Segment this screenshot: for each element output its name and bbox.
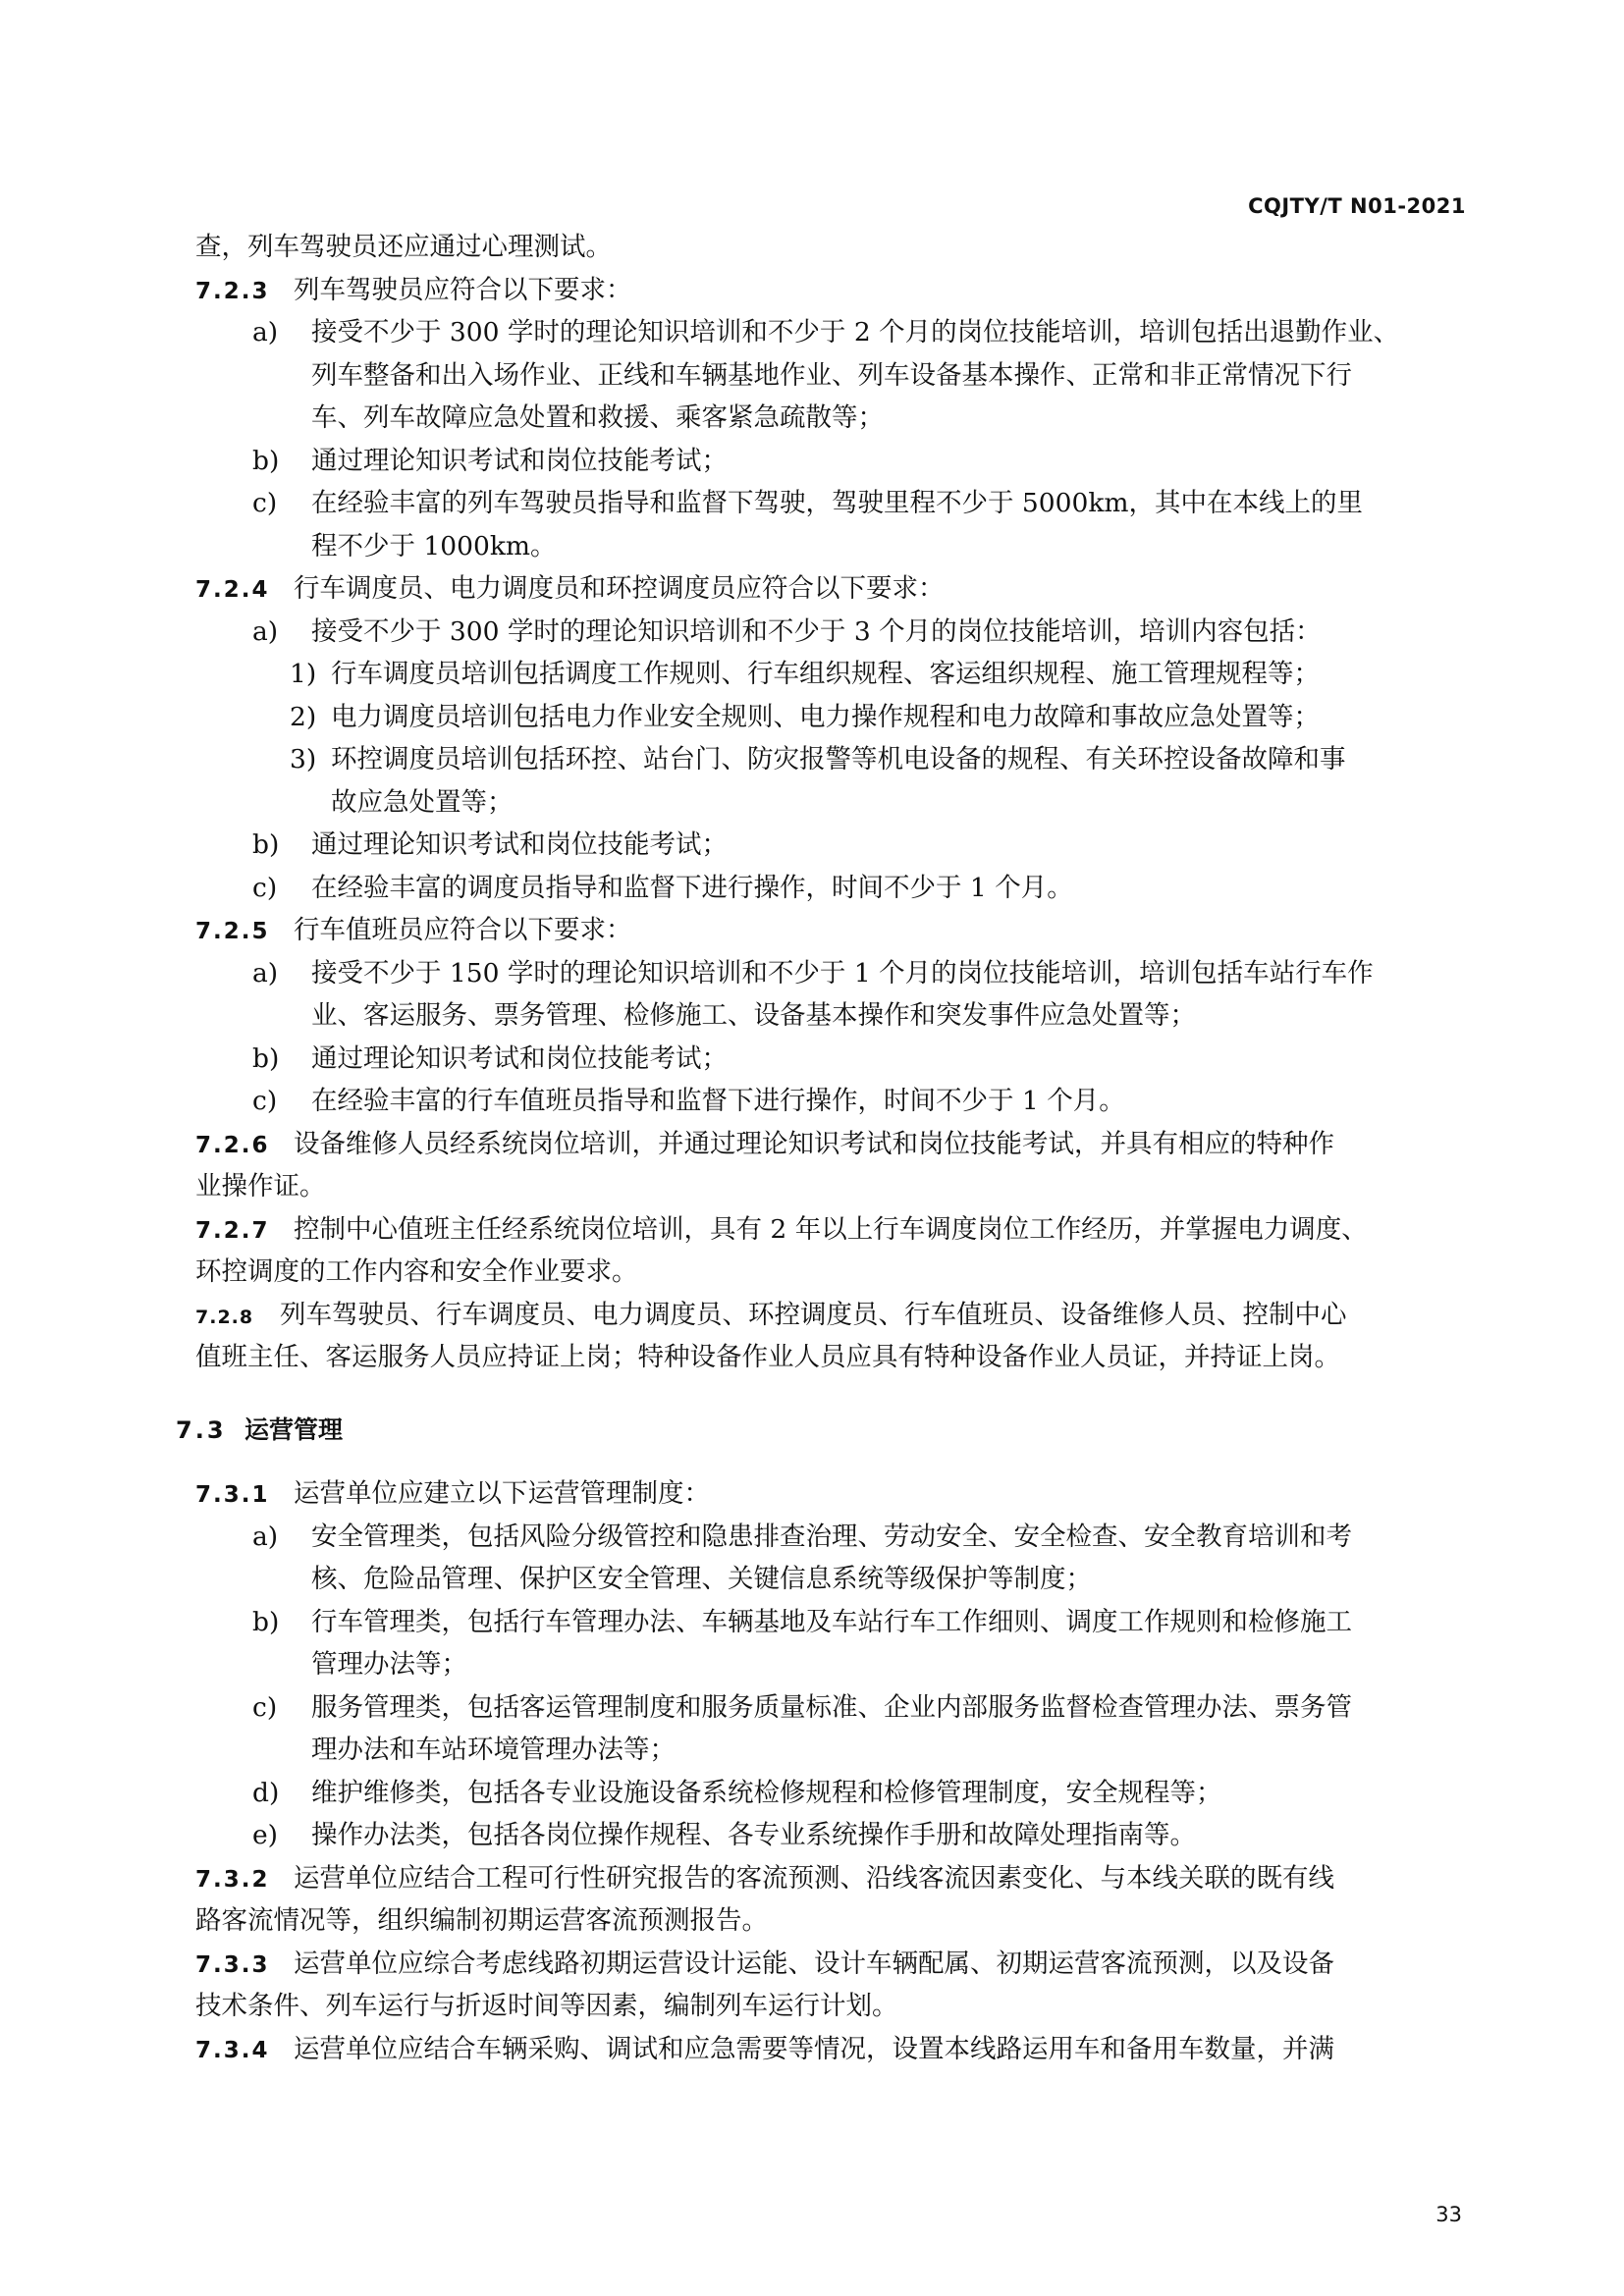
list-text-continued: 车、列车故障应急处置和救援、乘客紧急疏散等； xyxy=(311,402,884,433)
list-text-continued: 业、客运服务、票务管理、检修施工、设备基本操作和突发事件应急处置等； xyxy=(311,1000,1196,1031)
list-text-continued: 列车整备和出入场作业、正线和车辆基地作业、列车设备基本操作、正常和非正常情况下行 xyxy=(311,359,1352,391)
list-label: a) xyxy=(252,957,279,988)
list-text-continued: 故应急处置等； xyxy=(331,786,514,818)
list-item xyxy=(195,1038,1462,1081)
list-text: 通过理论知识考试和岗位技能考试； xyxy=(311,445,728,476)
clause-text-continued: 路客流情况等，组织编制初期运营客流预测报告。 xyxy=(195,1905,768,1936)
list-text: 行车管理类，包括行车管理办法、车辆基地及车站行车工作细则、调度工作规则和检修施工 xyxy=(311,1606,1352,1637)
page-number: 33 xyxy=(1435,2203,1462,2226)
list-item xyxy=(195,1080,1462,1123)
document-body xyxy=(176,226,1462,2070)
list-item xyxy=(195,482,1462,525)
sub-list-item xyxy=(195,653,1462,696)
list-text: 电力调度员培训包括电力作业安全规则、电力操作规程和电力故障和事故应急处置等； xyxy=(331,701,1320,732)
clause-7-2-8 xyxy=(195,1294,1462,1337)
clause-7-2-4 xyxy=(195,567,1462,611)
list-item xyxy=(195,1601,1462,1644)
clause-7-3-3 xyxy=(195,1943,1462,1986)
list-text: 行车调度员培训包括调度工作规则、行车组织规程、客运组织规程、施工管理规程等； xyxy=(331,659,1320,689)
list-text: 操作办法类，包括各岗位操作规程、各专业系统操作手册和故障处理指南等。 xyxy=(311,1820,1196,1850)
clause-number: 7.2.7 xyxy=(195,1217,270,1244)
list-text: 接受不少于 150 学时的理论知识培训和不少于 1 个月的岗位技能培训，培训包括车站行车作 xyxy=(311,957,1374,988)
list-label: b) xyxy=(252,445,280,476)
clause-7-2-5 xyxy=(195,909,1462,952)
list-label: d) xyxy=(252,1777,280,1808)
clause-text: 列车驾驶员应符合以下要求： xyxy=(294,274,632,305)
list-label: c) xyxy=(252,872,278,903)
list-label: c) xyxy=(252,1086,278,1116)
section-title: 运营管理 xyxy=(244,1415,344,1444)
list-label: e) xyxy=(252,1820,279,1850)
list-text-continued: 管理办法等； xyxy=(311,1649,467,1680)
clause-text: 控制中心值班主任经系统岗位培训，具有 2 年以上行车调度岗位工作经历，并掌握电力调度、 xyxy=(294,1213,1368,1245)
clause-text: 行车调度员、电力调度员和环控调度员应符合以下要求： xyxy=(294,573,945,604)
clause-text: 设备维修人员经系统岗位培训，并通过理论知识考试和岗位技能考试，并具有相应的特种作 xyxy=(294,1128,1334,1159)
list-text: 通过理论知识考试和岗位技能考试； xyxy=(311,829,728,860)
clause-7-2-3 xyxy=(195,269,1462,312)
clause-7-2-6 xyxy=(195,1123,1462,1166)
list-label: a) xyxy=(252,615,279,647)
list-label: c) xyxy=(252,1691,278,1723)
list-label: 3) xyxy=(290,744,317,774)
clause-7-3-4 xyxy=(195,2028,1462,2071)
clause-number: 7.3.2 xyxy=(195,1866,270,1893)
list-item xyxy=(195,824,1462,867)
list-item xyxy=(195,611,1462,654)
clause-number: 7.3.4 xyxy=(195,2037,270,2063)
section-number: 7.3 xyxy=(176,1415,227,1444)
list-item xyxy=(195,1772,1462,1815)
clause-number: 7.2.6 xyxy=(195,1132,270,1158)
clause-number: 7.2.4 xyxy=(195,577,270,603)
clause-text: 运营单位应结合工程可行性研究报告的客流预测、沿线客流因素变化、与本线关联的既有线 xyxy=(294,1862,1334,1894)
clause-7-3-2 xyxy=(195,1857,1462,1900)
list-text-continued: 程不少于 1000km。 xyxy=(311,530,557,561)
clause-text-continued: 环控调度的工作内容和安全作业要求。 xyxy=(195,1256,638,1287)
clause-number: 7.2.3 xyxy=(195,278,270,304)
list-label: 1) xyxy=(290,659,317,689)
list-item xyxy=(195,1686,1462,1730)
section-heading xyxy=(176,1409,1462,1452)
clause-text-continued: 业操作证。 xyxy=(195,1171,326,1201)
clause-text: 运营单位应建立以下运营管理制度： xyxy=(294,1478,710,1509)
sub-list-item xyxy=(195,696,1462,739)
paragraph-line: 查，列车驾驶员还应通过心理测试。 xyxy=(195,232,612,262)
list-text: 在经验丰富的调度员指导和监督下进行操作，时间不少于 1 个月。 xyxy=(311,872,1073,903)
list-label: c) xyxy=(252,488,278,518)
clause-text-continued: 技术条件、列车运行与折返时间等因素，编制列车运行计划。 xyxy=(195,1991,898,2021)
list-text: 维护维修类，包括各专业设施设备系统检修规程和检修管理制度，安全规程等； xyxy=(311,1777,1222,1808)
list-text-continued: 核、危险品管理、保护区安全管理、关键信息系统等级保护等制度； xyxy=(311,1564,1092,1594)
clause-number: 7.3.3 xyxy=(195,1951,270,1978)
list-text: 通过理论知识考试和岗位技能考试； xyxy=(311,1042,728,1074)
sub-list-item xyxy=(195,738,1462,781)
list-text: 在经验丰富的列车驾驶员指导和监督下驾驶，驾驶里程不少于 5000km，其中在本线上的里 xyxy=(311,488,1364,518)
clause-number: 7.3.1 xyxy=(195,1482,270,1508)
list-item xyxy=(195,311,1462,354)
clause-text: 列车驾驶员、行车调度员、电力调度员、环控调度员、行车值班员、设备维修人员、控制中心 xyxy=(280,1299,1347,1330)
list-item xyxy=(195,867,1462,910)
list-text: 在经验丰富的行车值班员指导和监督下进行操作，时间不少于 1 个月。 xyxy=(311,1086,1125,1116)
clause-7-2-7 xyxy=(195,1208,1462,1252)
clause-text: 运营单位应结合车辆采购、调试和应急需要等情况，设置本线路运用车和备用车数量，并满 xyxy=(294,2033,1334,2064)
clause-number: 7.2.5 xyxy=(195,919,270,944)
list-item xyxy=(195,440,1462,483)
list-text: 接受不少于 300 学时的理论知识培训和不少于 3 个月的岗位技能培训，培训内容包括： xyxy=(311,615,1322,647)
list-label: b) xyxy=(252,1042,280,1074)
list-text: 环控调度员培训包括环控、站台门、防灾报警等机电设备的规程、有关环控设备故障和事 xyxy=(331,744,1346,774)
list-label: a) xyxy=(252,317,279,347)
list-item xyxy=(195,1814,1462,1857)
list-label: 2) xyxy=(290,701,317,732)
clause-number: 7.2.8 xyxy=(195,1306,254,1328)
list-label: b) xyxy=(252,1606,280,1637)
list-label: b) xyxy=(252,829,280,860)
list-item xyxy=(195,1516,1462,1559)
clause-text: 行车值班员应符合以下要求： xyxy=(294,915,632,945)
clause-text-continued: 值班主任、客运服务人员应持证上岗；特种设备作业人员应具有特种设备作业人员证，并持证上岗。 xyxy=(195,1342,1340,1372)
list-text: 安全管理类，包括风险分级管控和隐患排查治理、劳动安全、安全检查、安全教育培训和考 xyxy=(311,1521,1352,1552)
list-text: 服务管理类，包括客运管理制度和服务质量标准、企业内部服务监督检查管理办法、票务管 xyxy=(311,1691,1352,1723)
list-text: 接受不少于 300 学时的理论知识培训和不少于 2 个月的岗位技能培训，培训包括出退勤作业、 xyxy=(311,317,1400,347)
list-item xyxy=(195,952,1462,995)
clause-text: 运营单位应综合考虑线路初期运营设计运能、设计车辆配属、初期运营客流预测，以及设备 xyxy=(294,1948,1334,1979)
list-text-continued: 理办法和车站环境管理办法等； xyxy=(311,1735,676,1765)
clause-7-3-1 xyxy=(195,1472,1462,1516)
document-code-header: CQJTY/T N01-2021 xyxy=(1248,194,1466,218)
list-label: a) xyxy=(252,1521,279,1552)
